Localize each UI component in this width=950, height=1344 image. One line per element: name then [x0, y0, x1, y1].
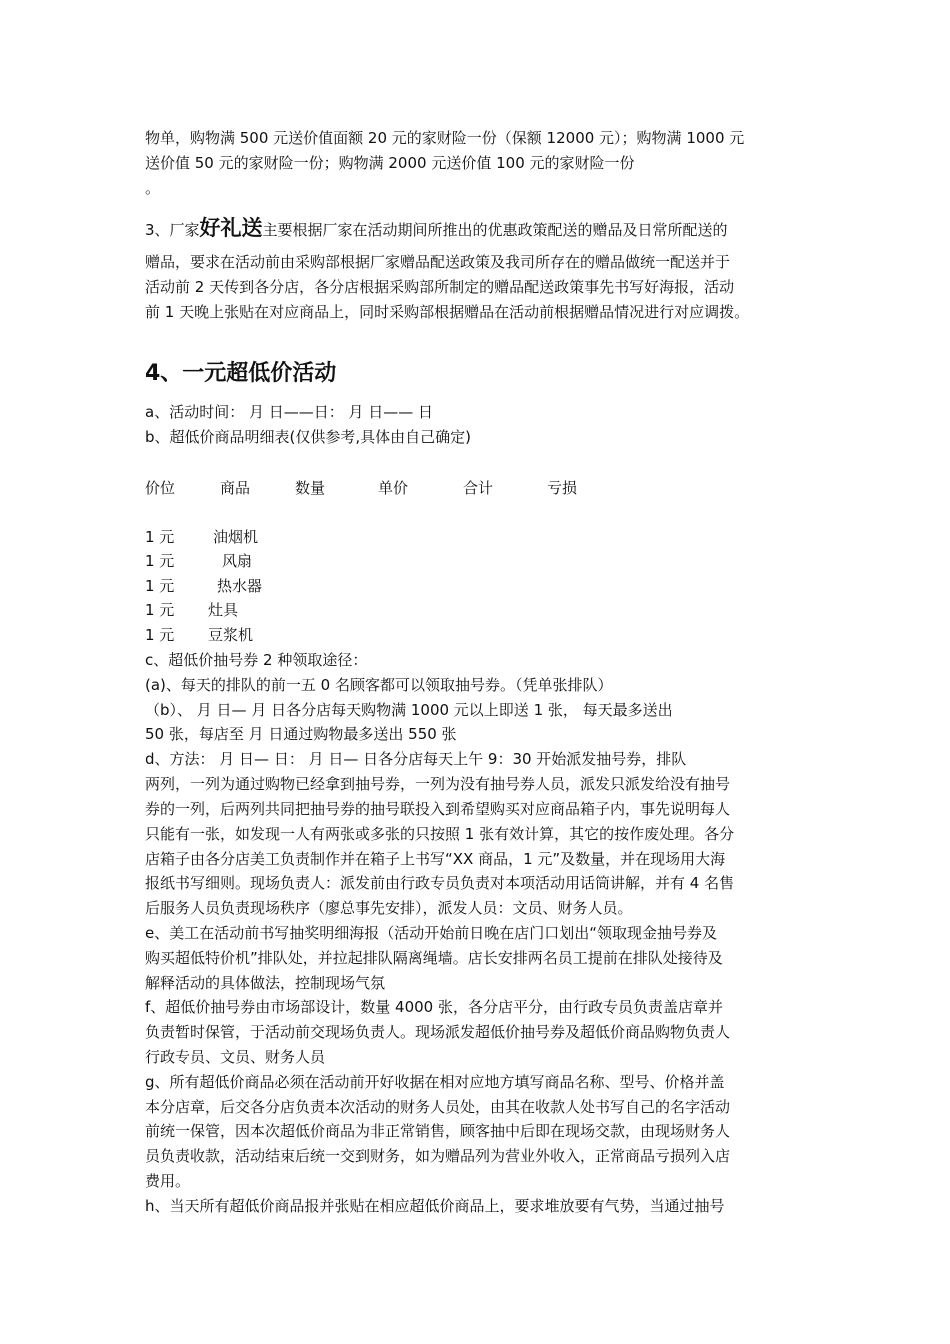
body-line: 行政专员、文员、财务人员	[145, 1048, 326, 1066]
header-price: 价位	[145, 479, 176, 497]
product-table-title: b、超低价商品明细表(仅供参考,具体由自己确定)	[145, 428, 471, 446]
section3-prefix: 3、厂家	[145, 221, 200, 239]
body-line: e、美工在活动前书写抽奖明细海报（活动开始前日晚在店门口划出“领取现金抽号券及	[145, 924, 718, 942]
section4-heading: 4、一元超低价活动	[145, 361, 337, 386]
body-line: 费用。	[145, 1172, 191, 1190]
body-line: 只能有一张，如发现一人有两张或多张的只按照 1 张有效计算，其它的按作废处理。各分	[145, 825, 735, 843]
row-price: 1 元	[145, 601, 175, 619]
body-line: (a)、每天的排队的前一五 0 名顾客都可以领取抽号券。（凭单张排队）	[145, 676, 613, 694]
activity-time: a、活动时间： 月 日——日： 月 日—— 日	[145, 403, 434, 421]
body-line: h、当天所有超低价商品报并张贴在相应超低价商品上，要求堆放要有气势，当通过抽号	[145, 1197, 725, 1215]
header-loss: 亏损	[547, 479, 578, 497]
body-line: 店箱子由各分店美工负责制作并在箱子上书写“XX 商品，1 元”及数量，并在现场用大海	[145, 850, 726, 868]
body-line: 前统一保管，因本次超低价商品为非正常销售，顾客抽中后即在现场交款，由现场财务人	[145, 1122, 731, 1140]
body-line: 后服务人员负责现场秩序（廖总事先安排），派发人员：文员、财务人员。	[145, 899, 633, 917]
body-line: g、所有超低价商品必须在活动前开好收据在相对应地方填写商品名称、型号、价格并盖	[145, 1073, 725, 1091]
section3-highlight: 好礼送	[199, 216, 263, 240]
row-price: 1 元	[145, 577, 175, 595]
header-quantity: 数量	[295, 479, 326, 497]
section3-line-2: 赠品，要求在活动前由采购部根据厂家赠品配送政策及我司所存在的赠品做统一配送并于	[145, 253, 731, 271]
intro-line-3: 。	[145, 179, 161, 197]
body-line: 50 张，每店至 月 日通过购物最多送出 550 张	[145, 725, 457, 743]
section3-line-4: 前 1 天晚上张贴在对应商品上，同时采购部根据赠品在活动前根据赠品情况进行对应调拨。	[145, 303, 750, 321]
row-price: 1 元	[145, 626, 175, 644]
body-line: 本分店章，后交各分店负责本次活动的财务人员处，由其在收款人处书写自己的名字活动	[145, 1098, 731, 1116]
body-line: 购买超低特价机”排队处，并拉起排队隔离绳墙。店长安排两名员工提前在排队处接待及	[145, 949, 723, 967]
intro-line-2: 送价值 50 元的家财险一份；购物满 2000 元送价值 100 元的家财险一份	[145, 154, 635, 172]
row-item: 热水器	[217, 577, 263, 595]
header-total: 合计	[463, 479, 494, 497]
row-price: 1 元	[145, 552, 175, 570]
body-line: 解释活动的具体做法，控制现场气氛	[145, 974, 386, 992]
body-line: 员负责收款，活动结束后统一交到财务，如为赠品列为营业外收入，正常商品亏损列入店	[145, 1147, 731, 1165]
row-item: 风扇	[222, 552, 253, 570]
row-item: 灶具	[208, 601, 239, 619]
body-line: 报纸书写细则。现场负责人：派发前由行政专员负责对本项活动用话筒讲解，并有 4 名售	[145, 874, 735, 892]
row-price: 1 元	[145, 528, 175, 546]
body-line: d、方法： 月 日— 日： 月 日— 日各分店每天上午 9：30 开始派发抽号券，排队	[145, 750, 687, 768]
body-line: 负责暂时保管，于活动前交现场负责人。现场派发超低价抽号券及超低价商品购物负责人	[145, 1023, 731, 1041]
section3-line-3: 活动前 2 天传到各分店，各分店根据采购部所制定的赠品配送政策事先书写好海报，活动	[145, 278, 735, 296]
header-item: 商品	[220, 479, 251, 497]
intro-line-1: 物单，购物满 500 元送价值面额 20 元的家财险一份（保额 12000 元）；购物满 1000 元	[145, 129, 745, 147]
body-line: c、超低价抽号券 2 种领取途径：	[145, 651, 368, 669]
section3-line-1	[145, 215, 728, 243]
row-item: 豆浆机	[208, 626, 254, 644]
body-line: 两列，一列为通过购物已经拿到抽号券，一列为没有抽号券人员，派发只派发给没有抽号	[145, 775, 731, 793]
body-line: 券的一列，后两列共同把抽号券的抽号联投入到希望购买对应商品箱子内，事先说明每人	[145, 800, 731, 818]
body-line: f、超低价抽号券由市场部设计，数量 4000 张，各分店平分，由行政专员负责盖店章并	[145, 998, 723, 1016]
section3-line1-rest: 主要根据厂家在活动期间所推出的优惠政策配送的赠品及日常所配送的	[262, 221, 728, 239]
row-item: 油烟机	[213, 528, 259, 546]
header-unit-price: 单价	[378, 479, 409, 497]
body-line: （b）、 月 日— 月 日各分店每天购物满 1000 元以上即送 1 张， 每天最多送出	[145, 701, 673, 719]
